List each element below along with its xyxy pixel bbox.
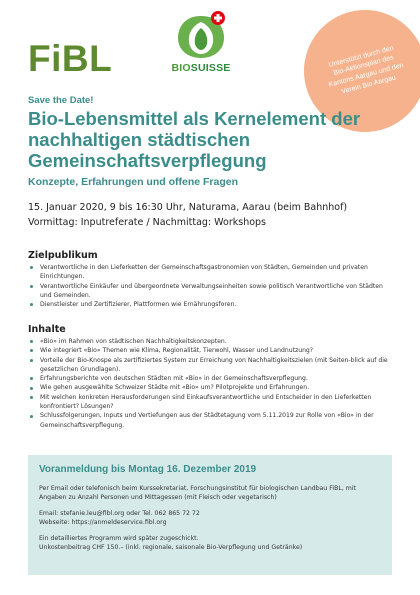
inhalte-heading: Inhalte [28, 324, 66, 335]
event-date-line: 15. Januar 2020, 9 bis 16:30 Uhr, Naturama, Aarau (beim Bahnhof) [28, 202, 348, 213]
event-title: Bio-Lebensmittel als Kernelement der nachhaltigen städtischen Gemeinschaftsverpflegung [28, 108, 361, 171]
list-item: Wie gehen ausgewählte Schweizer Städte mit «Bio» um? Pilotprojekte und Erfahrungen. [28, 383, 388, 392]
zielpublikum-heading: Zielpublikum [28, 250, 98, 261]
list-item: Wie integriert «Bio» Themen wie Klima, Regionalität, Tierwohl, Wasser und Landnutzung? [28, 346, 388, 355]
inhalte-list [28, 337, 388, 430]
fibl-logo: FiBL [28, 38, 113, 79]
event-schedule-line: Vormittag: Inputreferate / Nachmittag: Workshops [28, 217, 267, 228]
list-item: Dienstleister und Zertifizierer, Plattformen wie Ernährungsforen. [28, 300, 388, 309]
event-date-block [28, 200, 347, 230]
zielpublikum-list [28, 263, 388, 309]
program-note: Ein detailliertes Programm wird später zugeschickt. [39, 534, 199, 542]
suisse-word-part: SUISSE [190, 62, 231, 74]
registration-heading: Voranmeldung bis Montag 16. Dezember 2019 [39, 464, 257, 475]
registration-instructions: Per Email oder telefonisch beim Kurssekretariat, Forschungsinstitut für biologischen Landbau FiBL, mit Angaben zu Anzahl Personen und Mittagessen (mit Fleisch oder vegetarisch) [39, 485, 356, 502]
list-item: Verantwortliche in den Lieferketten der Gemeinschaftsgastronomien von Städten, Gemeinden und privaten Einrichtungen. [28, 263, 388, 282]
support-badge-text: Unterstützt durch den Bio-Aktionsplan des Kantons Aargau und den Verein Bio Aargau [327, 44, 405, 96]
list-item: «Bio» im Rahmen von städtischen Nachhaltigkeitskonzepten. [28, 337, 388, 346]
bio-suisse-wordmark [160, 62, 242, 74]
list-item: Vorteile der Bio-Knospe als zertifiziertes System zur Erreichung von Nachhaltigkeitszielen (mit Seiten-blick auf die gesetzlichen Grundlagen). [28, 356, 388, 375]
list-item: Mit welchen konkreten Herausforderungen sind Einkaufsverantwortliche und Entscheider in den Lieferketten konfrontiert? Lösungen? [28, 393, 388, 412]
registration-website: Webseite: https://anmeldeservice.fibl.org [39, 519, 167, 527]
bio-word-part: BIO [171, 62, 191, 74]
save-the-date: Save the Date! [28, 95, 94, 106]
fee-note: Unkostenbeitrag CHF 150.– (inkl. regionale, saisonale Bio-Verpflegung und Getränke) [39, 544, 303, 552]
bio-suisse-logo [160, 10, 240, 76]
registration-contact: Email: stefanie.leu@fibl.org oder Tel. 062 865 72 72 [39, 509, 200, 517]
event-subtitle: Konzepte, Erfahrungen und offene Fragen [28, 176, 239, 188]
registration-box [28, 455, 392, 575]
list-item: Schlussfolgerungen, Inputs und Vertiefungen aus der Städtetagung vom 5.11.2019 zur Rolle von «Bio» in der Gemeinschaftsverpflegung. [28, 411, 388, 430]
bio-suisse-knospe-icon [174, 10, 228, 62]
list-item: Verantwortliche Einkäufer und übergeordnete Verwaltungseinheiten sowie politisch Verantwortliche von Städten und Gemeinden. [28, 282, 388, 301]
list-item: Erfahrungsberichte von deutschen Städten mit «Bio» in der Gemeinschaftsverpflegung. [28, 374, 388, 383]
